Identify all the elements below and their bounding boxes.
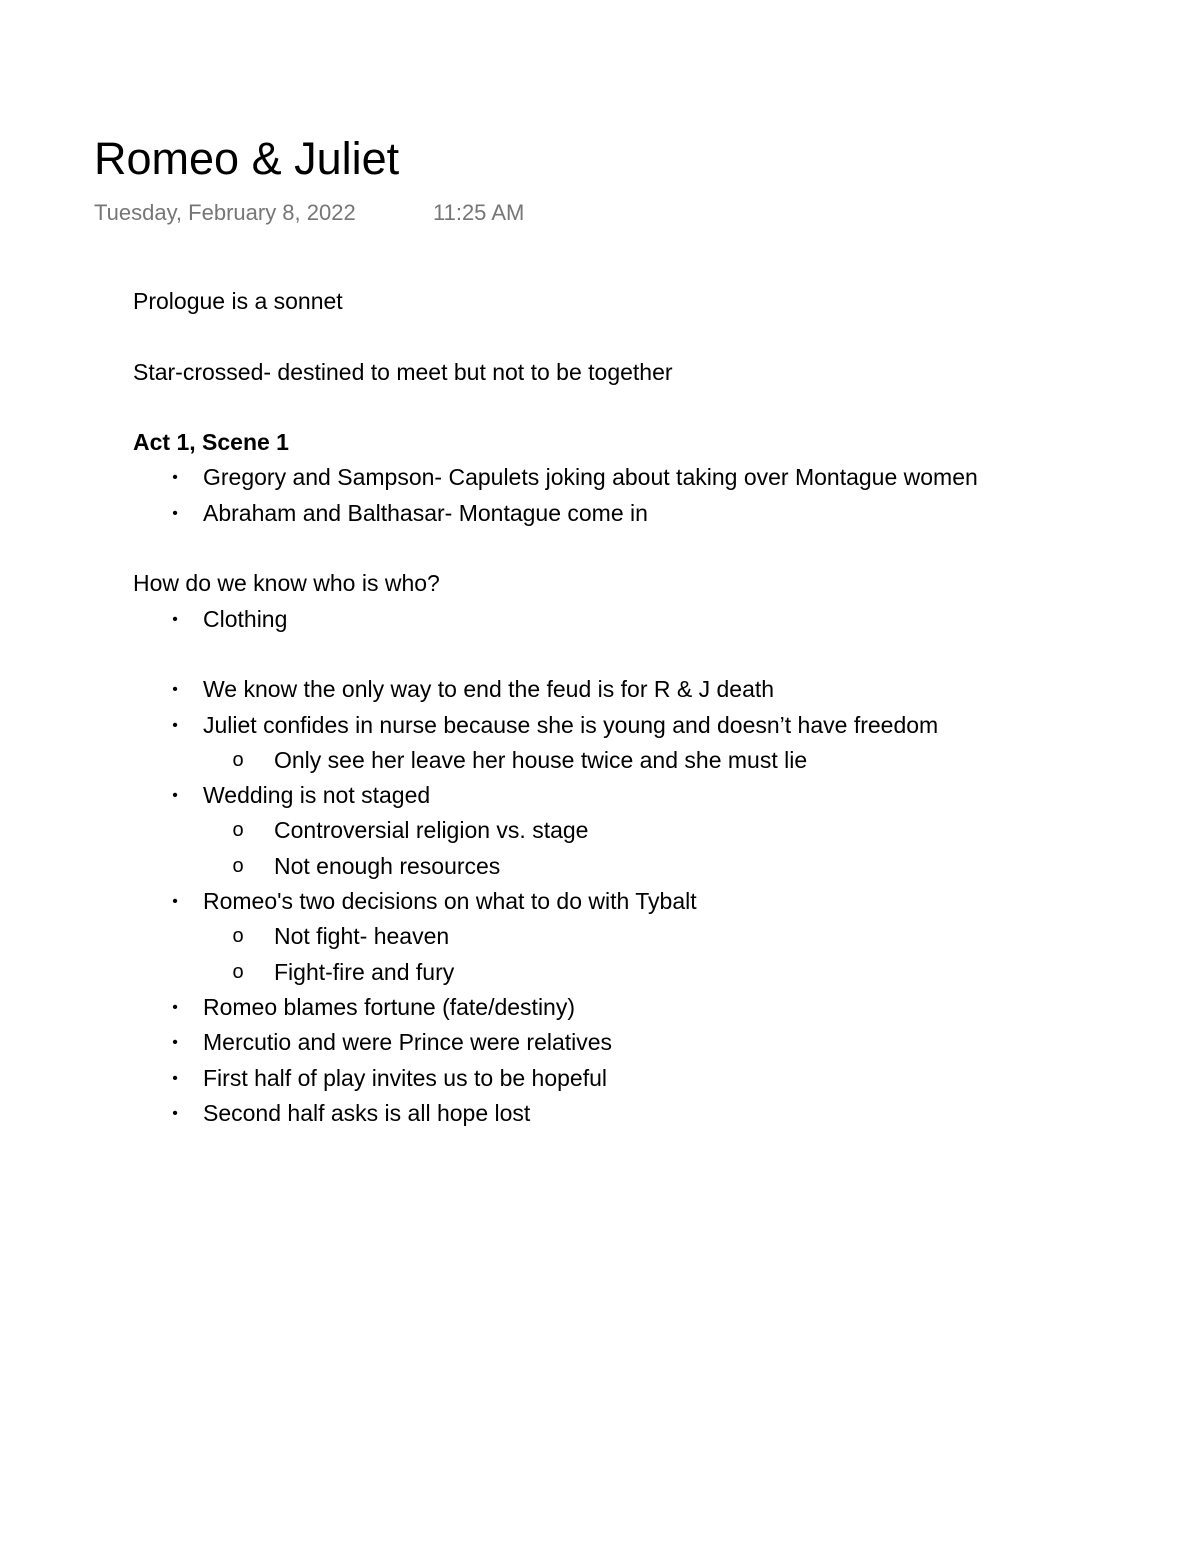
list-item-text: We know the only way to end the feud is for R & J death — [203, 676, 775, 703]
sub-bullet-icon: o — [232, 854, 244, 877]
list-item — [133, 1096, 1163, 1131]
sub-list-item — [133, 849, 1163, 884]
bullet-icon: • — [172, 504, 178, 522]
list-item-text: Romeo's two decisions on what to do with Tybalt — [203, 888, 697, 915]
sub-bullet-icon: o — [232, 819, 244, 842]
sub-list-item-text: Controversial religion vs. stage — [274, 817, 589, 844]
list-item-text: First half of play invites us to be hopeful — [203, 1064, 607, 1091]
bullet-icon: • — [172, 1034, 178, 1052]
sub-list-item — [133, 813, 1163, 848]
list-item — [133, 708, 1163, 743]
blank-line — [133, 531, 1163, 566]
bullet-icon: • — [172, 681, 178, 699]
list-item — [133, 602, 1163, 637]
list-item — [133, 496, 1163, 531]
sub-list-item-text: Not enough resources — [274, 852, 501, 879]
page-date: Tuesday, February 8, 2022 — [94, 200, 356, 225]
bullet-icon: • — [172, 787, 178, 805]
bullet-icon: • — [172, 716, 178, 734]
sub-bullet-icon: o — [232, 925, 244, 948]
list-item — [133, 460, 1163, 495]
sub-bullet-icon: o — [232, 960, 244, 983]
blank-line — [133, 319, 1163, 354]
sub-list-item-text: Only see her leave her house twice and she must lie — [274, 746, 808, 773]
list-item — [133, 884, 1163, 919]
list-item-text: Second half asks is all hope lost — [203, 1099, 531, 1126]
bullet-icon: • — [172, 893, 178, 911]
list-item-text: Mercutio and were Prince were relatives — [203, 1029, 613, 1056]
note-body[interactable] — [133, 284, 1163, 1131]
sub-list-item-text: Not fight- heaven — [274, 923, 450, 950]
list-item-text: Clothing — [203, 605, 288, 632]
sub-list-item — [133, 919, 1163, 954]
text-line: Star-crossed- destined to meet but not to be together — [133, 358, 673, 385]
section-heading: Act 1, Scene 1 — [133, 429, 289, 456]
list-item-text: Romeo blames fortune (fate/destiny) — [203, 993, 576, 1020]
page-title[interactable]: Romeo & Juliet — [94, 133, 400, 184]
text-line: Prologue is a sonnet — [133, 288, 343, 314]
list-item-text: Juliet confides in nurse because she is young and doesn’t have freedom — [203, 711, 939, 738]
bullet-icon: • — [172, 610, 178, 628]
bullet-icon: • — [172, 1104, 178, 1122]
sub-list-item — [133, 955, 1163, 990]
list-item-text: Abraham and Balthasar- Montague come in — [203, 499, 648, 526]
list-item-text: Wedding is not staged — [203, 782, 431, 809]
sub-list-item — [133, 743, 1163, 778]
list-item — [133, 990, 1163, 1025]
text-line: How do we know who is who? — [133, 570, 440, 597]
bullet-icon: • — [172, 998, 178, 1016]
page-time: 11:25 AM — [433, 200, 525, 225]
list-item — [133, 1061, 1163, 1096]
list-item — [133, 672, 1163, 707]
list-item — [133, 1025, 1163, 1060]
blank-line — [133, 390, 1163, 425]
list-item-text: Gregory and Sampson- Capulets joking about taking over Montague women — [203, 464, 978, 491]
sub-list-item-text: Fight-fire and fury — [274, 958, 455, 985]
blank-line — [133, 637, 1163, 672]
bullet-icon: • — [172, 1069, 178, 1087]
bullet-icon: • — [172, 469, 178, 487]
list-item — [133, 778, 1163, 813]
sub-bullet-icon: o — [232, 748, 244, 771]
